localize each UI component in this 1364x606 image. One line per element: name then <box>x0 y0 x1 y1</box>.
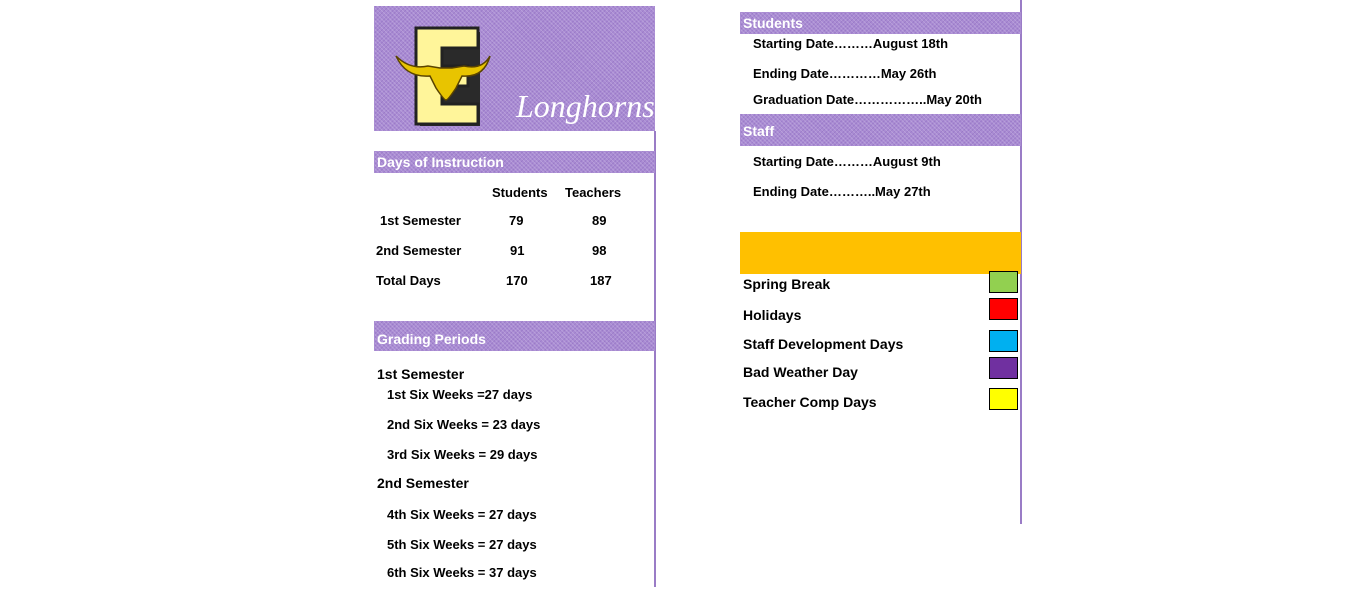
legend-label-bad-weather: Bad Weather Day <box>743 364 858 380</box>
staff-header: Staff <box>740 114 1021 146</box>
grading-item: 2nd Six Weeks = 23 days <box>387 417 541 432</box>
swatch-bad-weather <box>989 357 1018 379</box>
row-label: 2nd Semester <box>376 243 462 258</box>
sem2-heading: 2nd Semester <box>377 475 469 491</box>
grading-header: Grading Periods <box>374 321 655 351</box>
grading-item: 4th Six Weeks = 27 days <box>387 507 537 522</box>
legend-label-staff-development: Staff Development Days <box>743 336 904 352</box>
col-teachers: Teachers <box>565 185 622 200</box>
students-starting: Starting Date………August 18th <box>753 36 949 51</box>
legend-label-teacher-comp: Teacher Comp Days <box>743 394 877 410</box>
logo-banner <box>374 6 655 131</box>
legend-label-holidays: Holidays <box>743 307 802 323</box>
row-students: 91 <box>510 243 525 258</box>
longhorn-logo <box>392 26 492 130</box>
staff-starting: Starting Date………August 9th <box>753 154 941 169</box>
legend-banner <box>740 232 1021 274</box>
students-ending: Ending Date…………May 26th <box>753 66 937 81</box>
row-label: 1st Semester <box>380 213 461 228</box>
row-teachers: 187 <box>590 273 612 288</box>
swatch-holidays <box>989 298 1018 320</box>
col-students: Students <box>492 185 548 200</box>
grading-item: 6th Six Weeks = 37 days <box>387 565 537 580</box>
row-teachers: 98 <box>592 243 607 258</box>
students-header: Students <box>740 12 1021 34</box>
row-label: Total Days <box>376 273 441 288</box>
banner-title: Longhorns <box>516 88 655 124</box>
row-teachers: 89 <box>592 213 607 228</box>
row-students: 79 <box>509 213 524 228</box>
grading-item: 5th Six Weeks = 27 days <box>387 537 537 552</box>
left-divider <box>654 131 656 587</box>
row-students: 170 <box>506 273 528 288</box>
legend-label-spring-break: Spring Break <box>743 276 831 292</box>
students-graduation: Graduation Date……………..May 20th <box>753 92 982 107</box>
swatch-teacher-comp <box>989 388 1018 410</box>
swatch-staff-development <box>989 330 1018 352</box>
grading-item: 1st Six Weeks =27 days <box>387 387 533 402</box>
grading-item: 3rd Six Weeks = 29 days <box>387 447 538 462</box>
staff-ending: Ending Date………..May 27th <box>753 184 931 199</box>
swatch-spring-break <box>989 271 1018 293</box>
sem1-heading: 1st Semester <box>377 366 465 382</box>
instruction-header: Days of Instruction <box>374 151 655 173</box>
